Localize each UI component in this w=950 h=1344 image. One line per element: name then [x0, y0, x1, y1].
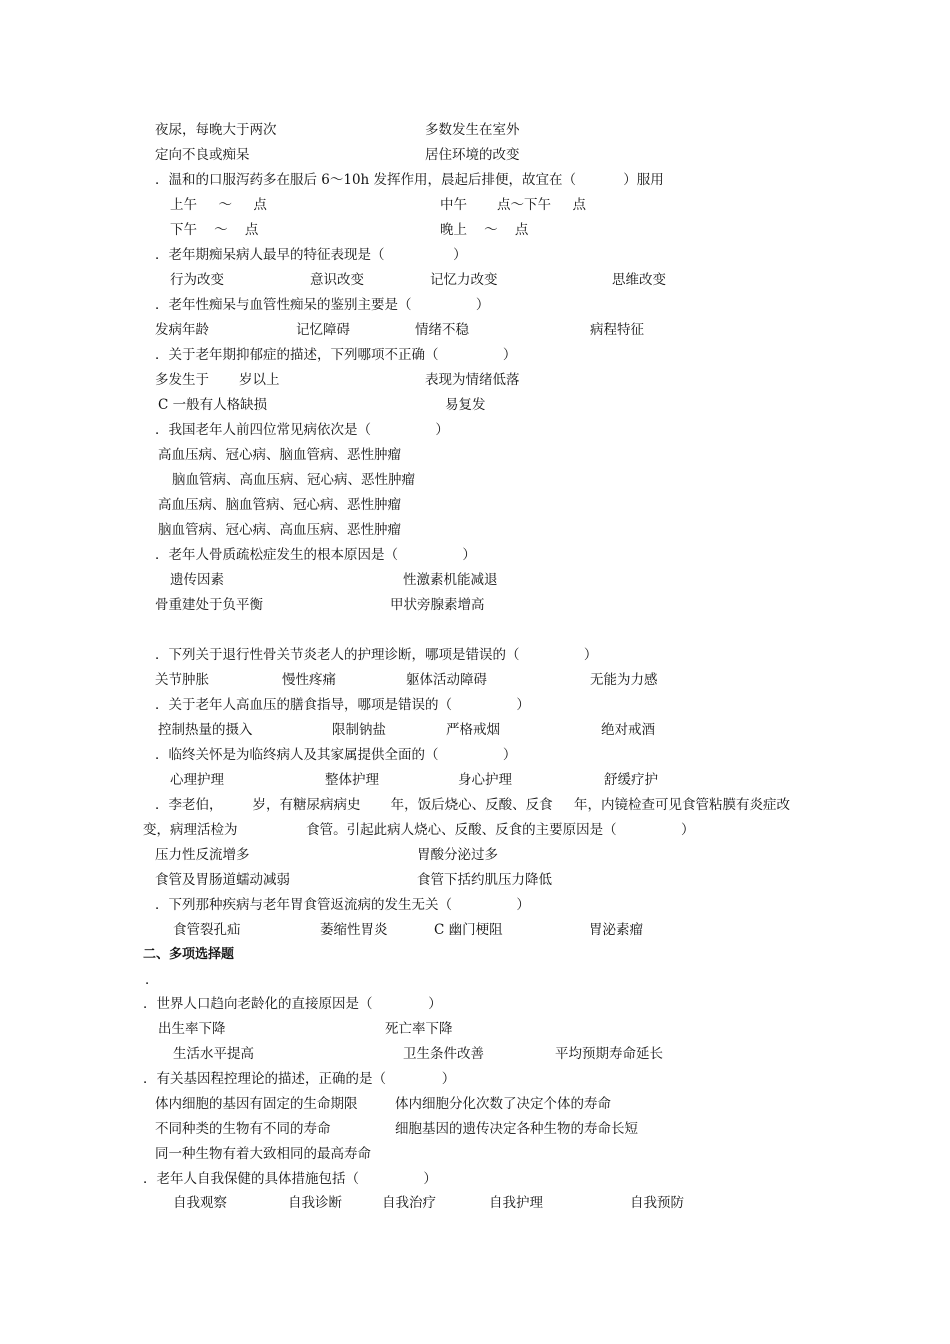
text-line: ．我国老年人前四位常见病依次是（ ）	[155, 422, 449, 438]
text-line: 脑血管病、高血压病、冠心病、恶性肿瘤	[172, 472, 415, 488]
text-line: 易复发	[445, 397, 486, 413]
text-line: 平均预期寿命延长	[555, 1046, 663, 1062]
text-line: C 一般有人格缺损	[158, 397, 268, 413]
text-line: 食管及胃肠道蠕动减弱	[155, 872, 290, 888]
text-line: ．世界人口趋向老龄化的直接原因是（ ）	[143, 996, 442, 1012]
text-line: 夜尿，每晚大于两次	[155, 122, 277, 138]
text-line: 居住环境的改变	[425, 147, 520, 163]
text-line: 细胞基因的遗传决定各种生物的寿命长短	[395, 1121, 638, 1137]
text-line: ．有关基因程控理论的描述，正确的是（ ）	[143, 1071, 456, 1087]
text-line: ．临终关怀是为临终病人及其家属提供全面的（ ）	[155, 747, 517, 763]
text-line: 死亡率下降	[385, 1021, 453, 1037]
text-line: 定向不良或痴呆	[155, 147, 250, 163]
text-line: 中午 点～下午 点	[440, 197, 586, 213]
text-line: 躯体活动障碍	[406, 672, 487, 688]
text-line: 整体护理	[325, 772, 379, 788]
text-line: 出生率下降	[158, 1021, 226, 1037]
text-line: 表现为情绪低落	[425, 372, 520, 388]
text-line: 生活水平提高	[173, 1046, 254, 1062]
text-line: 自我观察	[173, 1195, 227, 1211]
text-line: 自我诊断	[288, 1195, 342, 1211]
text-line: ．下列那种疾病与老年胃食管返流病的发生无关（ ）	[155, 897, 530, 913]
text-line: 压力性反流增多	[155, 847, 250, 863]
text-line: 舒缓疗护	[604, 772, 658, 788]
section-heading: 二、多项选择题	[143, 947, 235, 962]
text-line: 卫生条件改善	[403, 1046, 484, 1062]
text-line: ．关于老年人高血压的膳食指导，哪项是错误的（ ）	[155, 697, 530, 713]
text-line: 食管裂孔疝	[173, 922, 241, 938]
text-line: 发病年龄	[155, 322, 209, 338]
text-line: 体内细胞分化次数了决定个体的寿命	[395, 1096, 611, 1112]
text-line: 自我护理	[489, 1195, 543, 1211]
text-line: 思维改变	[612, 272, 666, 288]
text-line: ．温和的口服泻药多在服后 6～10h 发挥作用，晨起后排便，故宜在（ ）服用	[155, 172, 664, 188]
text-line: 绝对戒酒	[601, 722, 655, 738]
text-line: 限制钠盐	[332, 722, 386, 738]
text-line: ．老年人骨质疏松症发生的根本原因是（ ）	[155, 547, 476, 563]
text-line: C 幽门梗阻	[434, 922, 503, 938]
text-line: 变，病理活检为 食管。引起此病人烧心、反酸、反食的主要原因是（ ）	[143, 822, 695, 838]
text-line: 病程特征	[590, 322, 644, 338]
text-line: 胃泌素瘤	[589, 922, 643, 938]
text-line: 多发生于 岁以上	[155, 372, 280, 388]
text-line: 意识改变	[310, 272, 364, 288]
text-line: 胃酸分泌过多	[417, 847, 498, 863]
text-line: 甲状旁腺素增高	[390, 597, 485, 613]
text-line: 关节肿胀	[155, 672, 209, 688]
text-line: 自我治疗	[382, 1195, 436, 1211]
text-line: 食管下括约肌压力降低	[417, 872, 552, 888]
text-line: ．老年性痴呆与血管性痴呆的鉴别主要是（ ）	[155, 297, 490, 313]
text-line: 自我预防	[630, 1195, 684, 1211]
text-line: 身心护理	[458, 772, 512, 788]
text-line: 上午 ～ 点	[170, 197, 267, 213]
text-line: 同一种生物有着大致相同的最高寿命	[155, 1146, 371, 1162]
text-line: 遗传因素	[170, 572, 224, 588]
text-line: 下午 ～ 点	[170, 222, 259, 238]
text-line: 高血压病、脑血管病、冠心病、恶性肿瘤	[158, 497, 401, 513]
text-line: 高血压病、冠心病、脑血管病、恶性肿瘤	[158, 447, 401, 463]
text-line: 性激素机能减退	[403, 572, 498, 588]
text-line: 体内细胞的基因有固定的生命期限	[155, 1096, 358, 1112]
text-line: ．李老伯， 岁，有糖尿病病史 年，饭后烧心、反酸、反食 年，内镜检查可见食管粘膜有炎症改	[155, 797, 791, 813]
text-line: ．关于老年期抑郁症的描述，下列哪项不正确（ ）	[155, 347, 517, 363]
text-line: 多数发生在室外	[425, 122, 520, 138]
text-line: 骨重建处于负平衡	[155, 597, 263, 613]
text-line: 控制热量的摄入	[158, 722, 253, 738]
text-line: 脑血管病、冠心病、高血压病、恶性肿瘤	[158, 522, 401, 538]
text-line: 心理护理	[170, 772, 224, 788]
text-line: ．老年人自我保健的具体措施包括（ ）	[143, 1171, 437, 1187]
text-line: ．老年期痴呆病人最早的特征表现是（ ）	[155, 247, 467, 263]
text-line: 记忆障碍	[296, 322, 350, 338]
text-line: 情绪不稳	[415, 322, 469, 338]
text-line: ．	[145, 972, 159, 988]
text-line: 记忆力改变	[430, 272, 498, 288]
text-line: 不同种类的生物有不同的寿命	[155, 1121, 331, 1137]
text-line: 行为改变	[170, 272, 224, 288]
text-line: 无能为力感	[590, 672, 658, 688]
text-line: 严格戒烟	[446, 722, 500, 738]
text-line: 晚上 ～ 点	[440, 222, 529, 238]
text-line: 慢性疼痛	[282, 672, 336, 688]
text-line: ．下列关于退行性骨关节炎老人的护理诊断，哪项是错误的（ ）	[155, 647, 598, 663]
text-line: 萎缩性胃炎	[320, 922, 388, 938]
